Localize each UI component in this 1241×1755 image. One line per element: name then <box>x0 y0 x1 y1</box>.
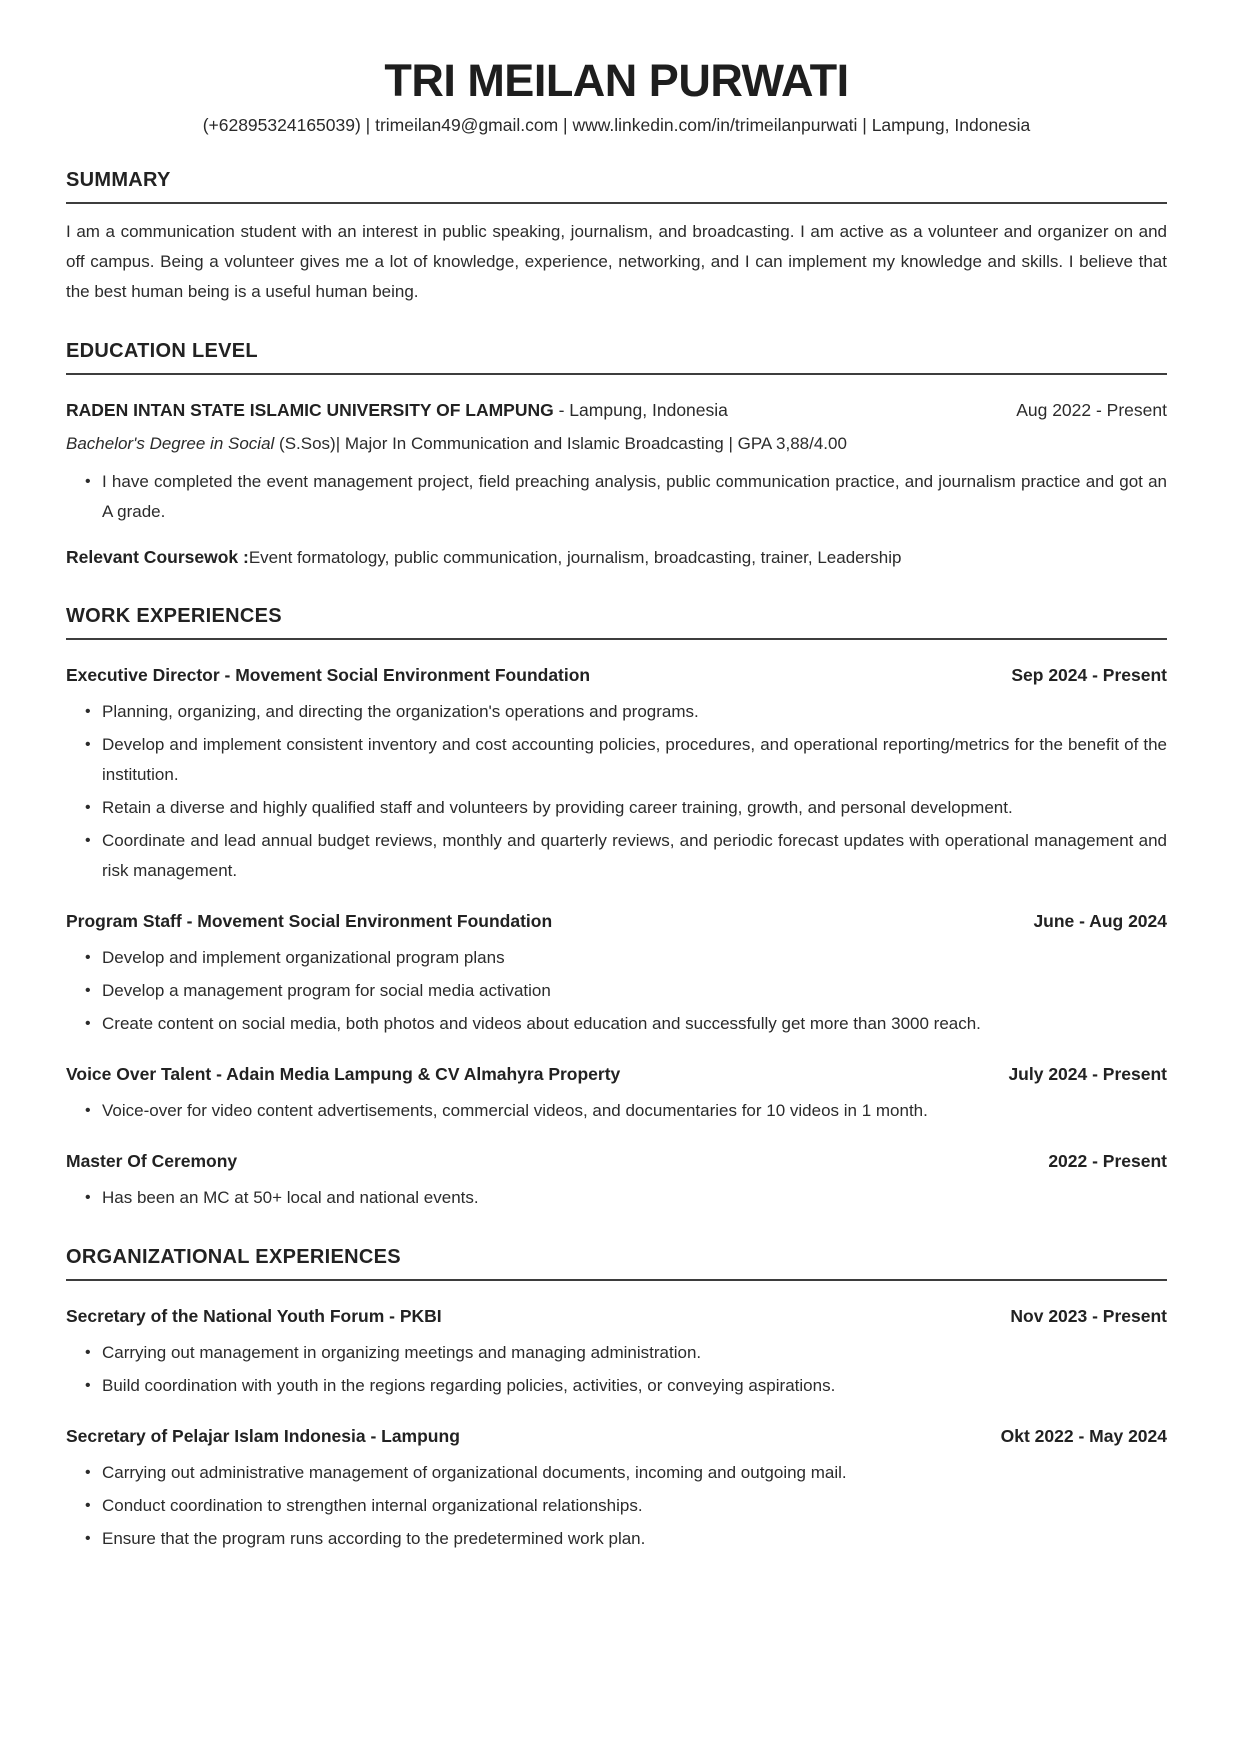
job-entry <box>66 908 1167 1039</box>
organization-bullets <box>66 1338 1167 1401</box>
job-title-row <box>66 1148 1167 1174</box>
bullet-item: • Conduct coordination to strengthen internal organizational relationships. <box>102 1491 1167 1521</box>
education-dates: Aug 2022 - Present <box>1016 399 1167 420</box>
education-entry <box>66 397 1167 572</box>
job-entry <box>66 1148 1167 1213</box>
job-bullets <box>66 1183 1167 1213</box>
organization-dates: Okt 2022 - May 2024 <box>1000 1425 1167 1446</box>
job-dates: 2022 - Present <box>1048 1150 1167 1171</box>
summary-heading: SUMMARY <box>66 169 1167 204</box>
bullet-item: • Develop a management program for social media activation <box>102 976 1167 1006</box>
job-title-row <box>66 1061 1167 1087</box>
section-organizational-experiences <box>66 1246 1167 1554</box>
education-title-row <box>66 397 1167 423</box>
summary-text: I am a communication student with an interest in public speaking, journalism, and broadcasting. I am active as a volunteer and organizer on and off campus. Being a volunteer gives me a lot of knowledge, experience, networking, and I can implement my knowledge and skills. I believe that the best human being is a useful human being. <box>66 221 1167 301</box>
bullet-item: • Develop and implement organizational program plans <box>102 943 1167 973</box>
organizational-heading: ORGANIZATIONAL EXPERIENCES <box>66 1246 1167 1281</box>
job-title: Program Staff - Movement Social Environment Foundation <box>66 910 553 931</box>
job-title: Master Of Ceremony <box>66 1150 238 1171</box>
degree-line <box>66 430 1167 458</box>
job-title: Voice Over Talent - Adain Media Lampung & CV Almahyra Property <box>66 1063 621 1084</box>
coursework-line <box>66 543 1167 572</box>
organization-bullets <box>66 1458 1167 1554</box>
school-location: - Lampung, Indonesia <box>553 399 728 420</box>
bullet-item: • Voice-over for video content advertisements, commercial videos, and documentaries for 10 videos in 1 month. <box>102 1096 1167 1126</box>
bullet-item: • I have completed the event management project, field preaching analysis, public communication practice, and journalism practice and got an A grade. <box>102 467 1167 527</box>
job-title-row <box>66 662 1167 688</box>
bullet-item: • Ensure that the program runs according to the predetermined work plan. <box>102 1524 1167 1554</box>
coursework-label: Relevant Coursewok : <box>66 546 249 567</box>
job-bullets <box>66 697 1167 886</box>
organization-title: Secretary of the National Youth Forum - PKBI <box>66 1305 442 1326</box>
bullet-item: • Carrying out management in organizing meetings and managing administration. <box>102 1338 1167 1368</box>
school-name <box>66 397 728 423</box>
section-summary <box>66 169 1167 307</box>
degree-name: Bachelor's Degree in Social <box>66 433 275 453</box>
bullet-item: • Retain a diverse and highly qualified staff and volunteers by providing career training, growth, and personal development. <box>102 793 1167 823</box>
job-title-row <box>66 908 1167 934</box>
organization-entry <box>66 1423 1167 1554</box>
bullet-item: • Build coordination with youth in the regions regarding policies, activities, or conveying aspirations. <box>102 1371 1167 1401</box>
organization-entry <box>66 1303 1167 1401</box>
person-name: TRI MEILAN PURWATI <box>384 55 849 106</box>
education-bullets <box>66 467 1167 527</box>
section-education <box>66 340 1167 572</box>
bullet-item: • Planning, organizing, and directing the organization's operations and programs. <box>102 697 1167 727</box>
contact-line: (+62895324165039) | trimeilan49@gmail.com | www.linkedin.com/in/trimeilanpurwati | Lampung, Indonesia <box>202 114 1031 135</box>
bullet-item: • Develop and implement consistent inventory and cost accounting policies, procedures, and operational reporting/metrics for the benefit of the institution. <box>102 730 1167 790</box>
organization-title: Secretary of Pelajar Islam Indonesia - Lampung <box>66 1425 460 1446</box>
job-entry <box>66 1061 1167 1126</box>
section-work-experiences <box>66 605 1167 1213</box>
organization-title-row <box>66 1423 1167 1449</box>
job-entry <box>66 662 1167 886</box>
bullet-item: • Create content on social media, both photos and videos about education and successfully get more than 3000 reach. <box>102 1009 1167 1039</box>
organization-title-row <box>66 1303 1167 1329</box>
job-bullets <box>66 943 1167 1039</box>
education-heading: EDUCATION LEVEL <box>66 340 1167 375</box>
bullet-item: • Carrying out administrative management of organizational documents, incoming and outgoing mail. <box>102 1458 1167 1488</box>
school-name-bold: RADEN INTAN STATE ISLAMIC UNIVERSITY OF LAMPUNG <box>66 399 554 420</box>
bullet-item: • Has been an MC at 50+ local and national events. <box>102 1183 1167 1213</box>
job-dates: Sep 2024 - Present <box>1011 664 1167 685</box>
organization-dates: Nov 2023 - Present <box>1010 1305 1167 1326</box>
coursework-text: Event formatology, public communication, journalism, broadcasting, trainer, Leadership <box>248 547 902 567</box>
job-title: Executive Director - Movement Social Environment Foundation <box>66 664 591 685</box>
job-dates: July 2024 - Present <box>1008 1063 1167 1084</box>
job-dates: June - Aug 2024 <box>1033 910 1167 931</box>
job-bullets <box>66 1096 1167 1126</box>
work-heading: WORK EXPERIENCES <box>66 605 1167 640</box>
degree-details: (S.Sos)| Major In Communication and Islamic Broadcasting | GPA 3,88/4.00 <box>274 433 847 453</box>
bullet-item: • Coordinate and lead annual budget reviews, monthly and quarterly reviews, and periodic forecast updates with operational management and risk management. <box>102 826 1167 886</box>
